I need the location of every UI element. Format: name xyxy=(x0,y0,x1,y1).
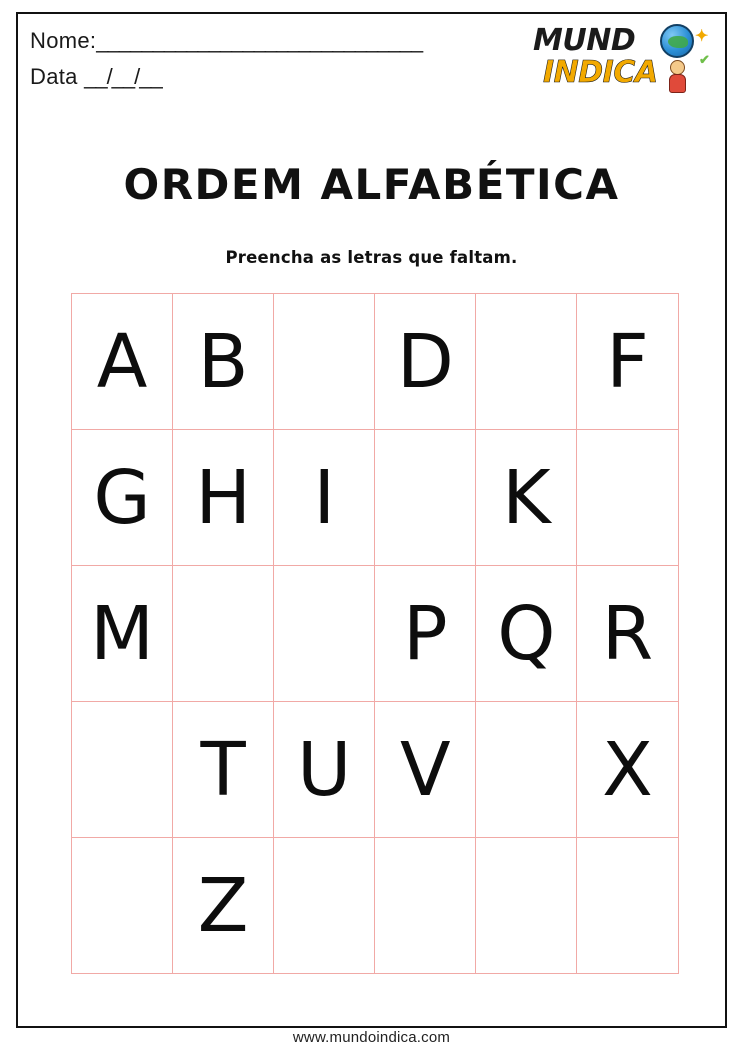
footer-url: www.mundoindica.com xyxy=(292,1029,451,1046)
grid-cell[interactable] xyxy=(72,838,173,974)
grid-cell[interactable] xyxy=(173,430,274,566)
grid-cell[interactable] xyxy=(72,702,173,838)
cell-letter: A xyxy=(96,318,148,405)
cell-letter: K xyxy=(502,454,551,541)
grid-cell[interactable] xyxy=(476,838,577,974)
cell-letter: U xyxy=(297,726,352,813)
cell-letter: V xyxy=(400,726,451,813)
grid-cell[interactable] xyxy=(476,294,577,430)
cell-letter: G xyxy=(93,454,151,541)
grid-cell[interactable] xyxy=(274,838,375,974)
grid-cell[interactable] xyxy=(375,566,476,702)
globe-icon xyxy=(660,24,694,58)
grid-cell[interactable] xyxy=(577,430,678,566)
table-row xyxy=(72,838,679,974)
date-label: Data xyxy=(30,64,78,89)
alphabet-grid xyxy=(71,293,679,974)
instruction-text: Preencha as letras que faltam. xyxy=(225,248,518,267)
cell-letter: B xyxy=(197,318,249,405)
grid-cell[interactable] xyxy=(476,702,577,838)
table-row xyxy=(72,294,679,430)
mascot-head xyxy=(670,60,685,75)
grid-cell[interactable] xyxy=(476,566,577,702)
grid-cell[interactable] xyxy=(173,838,274,974)
table-row xyxy=(72,430,679,566)
grid-cell[interactable] xyxy=(173,294,274,430)
cell-letter: M xyxy=(90,590,154,677)
grid-cell[interactable] xyxy=(577,294,678,430)
grid-cell[interactable] xyxy=(577,566,678,702)
grid-cell[interactable] xyxy=(274,702,375,838)
grid-cell[interactable] xyxy=(274,430,375,566)
cell-letter: Q xyxy=(497,590,556,677)
grid-cell[interactable] xyxy=(173,566,274,702)
logo-word-indica: INDICA xyxy=(543,55,658,90)
grid-cell[interactable] xyxy=(375,430,476,566)
grid-cell[interactable] xyxy=(72,430,173,566)
cell-letter: T xyxy=(200,726,246,813)
cell-letter: F xyxy=(606,318,649,405)
mascot-body xyxy=(669,74,686,93)
page-title: ORDEM ALFABÉTICA xyxy=(123,160,620,209)
grid-cell[interactable] xyxy=(577,838,678,974)
name-label: Nome: xyxy=(30,28,97,53)
cell-letter: X xyxy=(602,726,653,813)
cell-letter: Z xyxy=(197,862,249,949)
grid-cell[interactable] xyxy=(72,566,173,702)
table-row xyxy=(72,702,679,838)
grid-cell[interactable] xyxy=(577,702,678,838)
grid-cell[interactable] xyxy=(274,294,375,430)
date-input-line[interactable]: __/__/__ xyxy=(84,64,162,89)
cell-letter: I xyxy=(313,454,336,541)
logo-word-mundo: MUND xyxy=(533,23,636,58)
leaf-icon: ✔ xyxy=(699,52,710,67)
cell-letter: H xyxy=(195,454,251,541)
cell-letter: P xyxy=(403,590,448,677)
mundo-indica-logo xyxy=(527,22,717,104)
grid-cell[interactable] xyxy=(173,702,274,838)
grid-cell[interactable] xyxy=(274,566,375,702)
name-input-line[interactable]: _____________________________ xyxy=(96,28,423,53)
grid-cell[interactable] xyxy=(375,294,476,430)
sparkle-icon: ✦ xyxy=(695,28,709,45)
cell-letter: D xyxy=(396,318,454,405)
mascot-character-icon xyxy=(667,60,687,94)
grid-cell[interactable] xyxy=(375,838,476,974)
grid-cell[interactable] xyxy=(72,294,173,430)
grid-cell[interactable] xyxy=(476,430,577,566)
grid-cell[interactable] xyxy=(375,702,476,838)
cell-letter: R xyxy=(601,590,654,677)
table-row xyxy=(72,566,679,702)
